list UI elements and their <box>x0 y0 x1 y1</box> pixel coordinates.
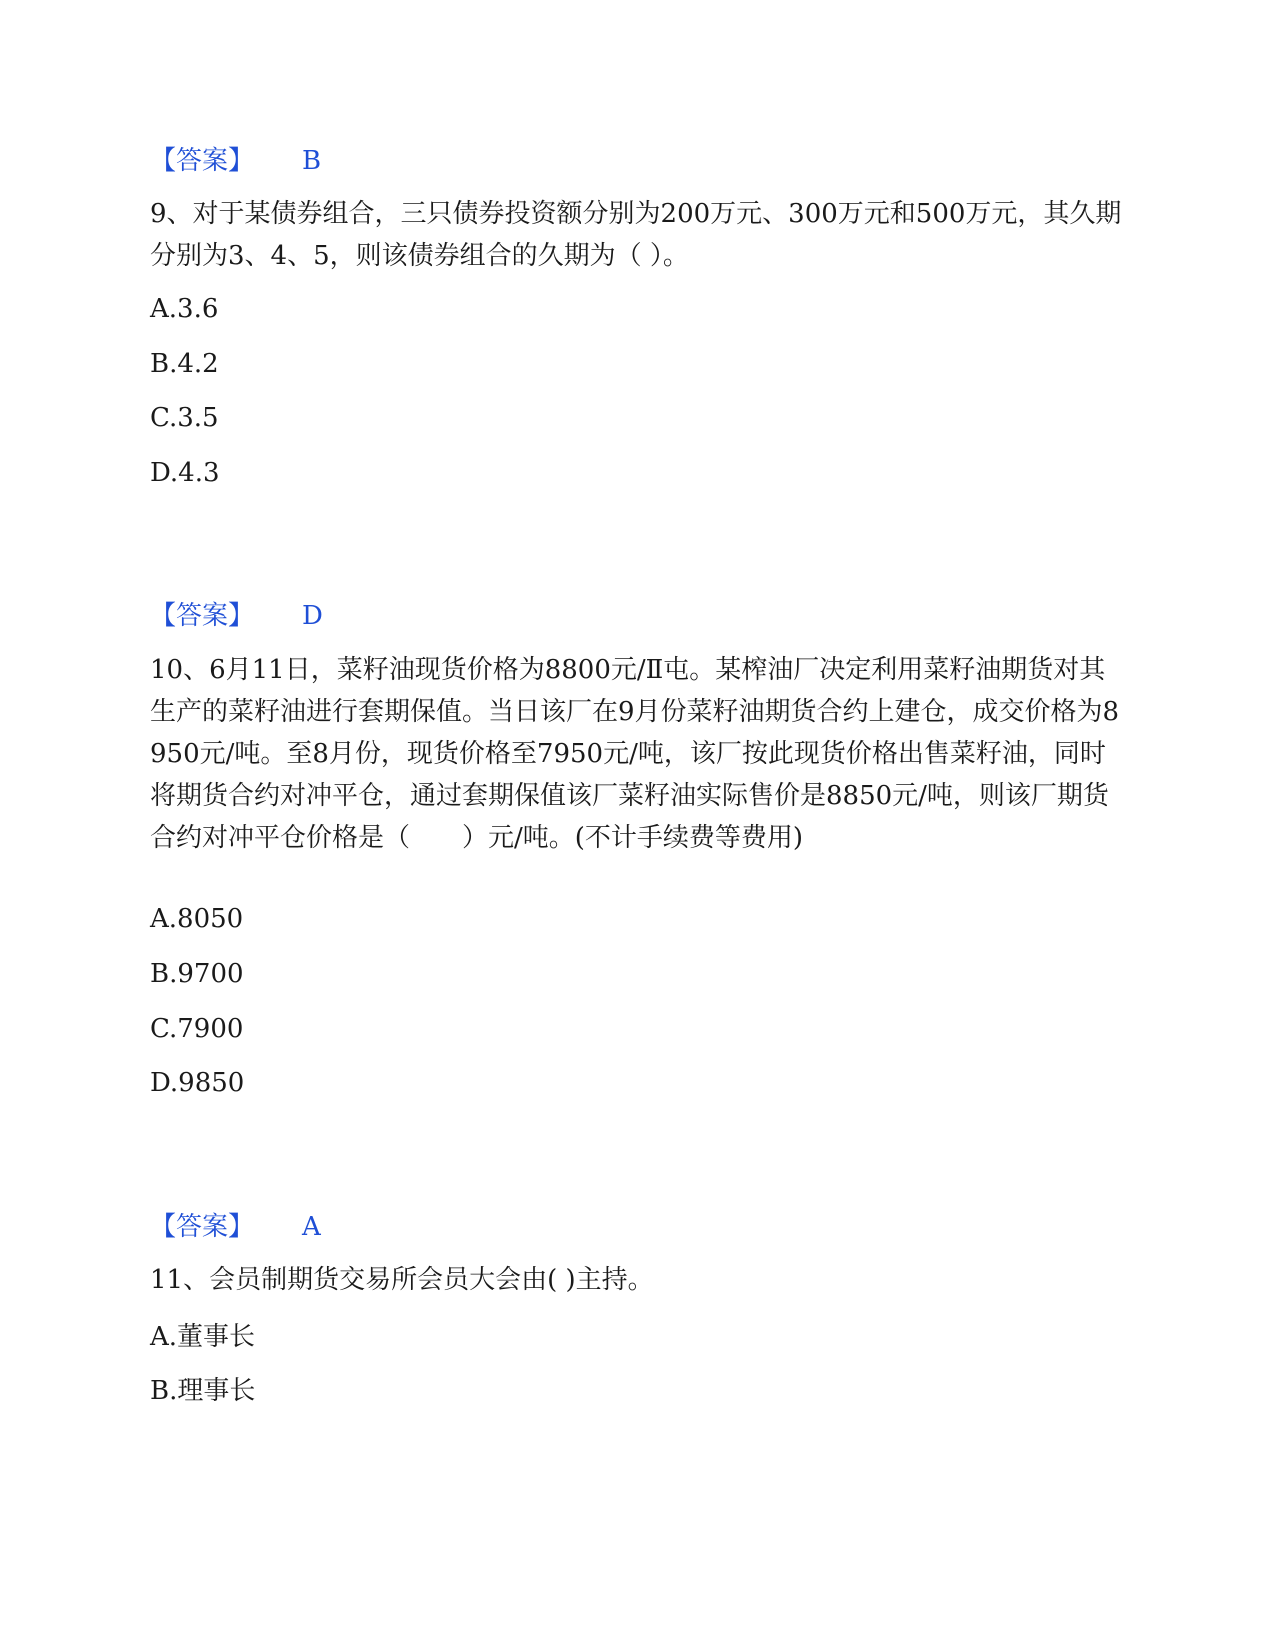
q9-option-c: C.3.5 <box>150 403 219 433</box>
question-10-text: 10、6月11日，菜籽油现货价格为8800元/Ⅱ屯。某榨油厂决定利用菜籽油期货对其生产的菜籽油进行套期保值。当日该厂在9月份菜籽油期货合约上建仓，成交价格为8950元/吨。至8月份，现货价格至7950元/吨，该厂按此现货价格出售菜籽油，同时将期货合约对冲平仓，通过套期保值该厂菜籽油实际售价是8850元/吨，则该厂期货合约对冲平仓价格是（ ）元/吨。(不计手续费等费用) <box>150 655 1120 853</box>
q10-option-d: D.9850 <box>150 1068 245 1098</box>
answer-line-q8 <box>150 145 321 177</box>
q9-option-d: D.4.3 <box>150 458 220 488</box>
q9-option-b: B.4.2 <box>150 349 219 379</box>
answer-line-q10 <box>150 1211 321 1243</box>
answer-value: B <box>302 146 322 176</box>
q11-option-b: B.理事长 <box>150 1376 256 1406</box>
q9-option-a: A.3.6 <box>150 294 219 324</box>
answer-value: A <box>302 1212 321 1242</box>
answer-value: D <box>302 601 323 631</box>
answer-label: 【答案】 <box>150 601 255 631</box>
q10-option-b: B.9700 <box>150 959 244 989</box>
answer-line-q9 <box>150 600 323 632</box>
answer-label: 【答案】 <box>150 1212 255 1242</box>
question-11-text: 11、会员制期货交易所会员大会由( )主持。 <box>150 1265 654 1295</box>
q10-option-a: A.8050 <box>150 904 244 934</box>
answer-label: 【答案】 <box>150 146 255 176</box>
q10-option-c: C.7900 <box>150 1014 244 1044</box>
question-9-text: 9、对于某债券组合，三只债券投资额分别为200万元、300万元和500万元，其久期分别为3、4、5，则该债券组合的久期为（ ）。 <box>150 199 1122 271</box>
q11-option-a: A.董事长 <box>150 1322 256 1352</box>
